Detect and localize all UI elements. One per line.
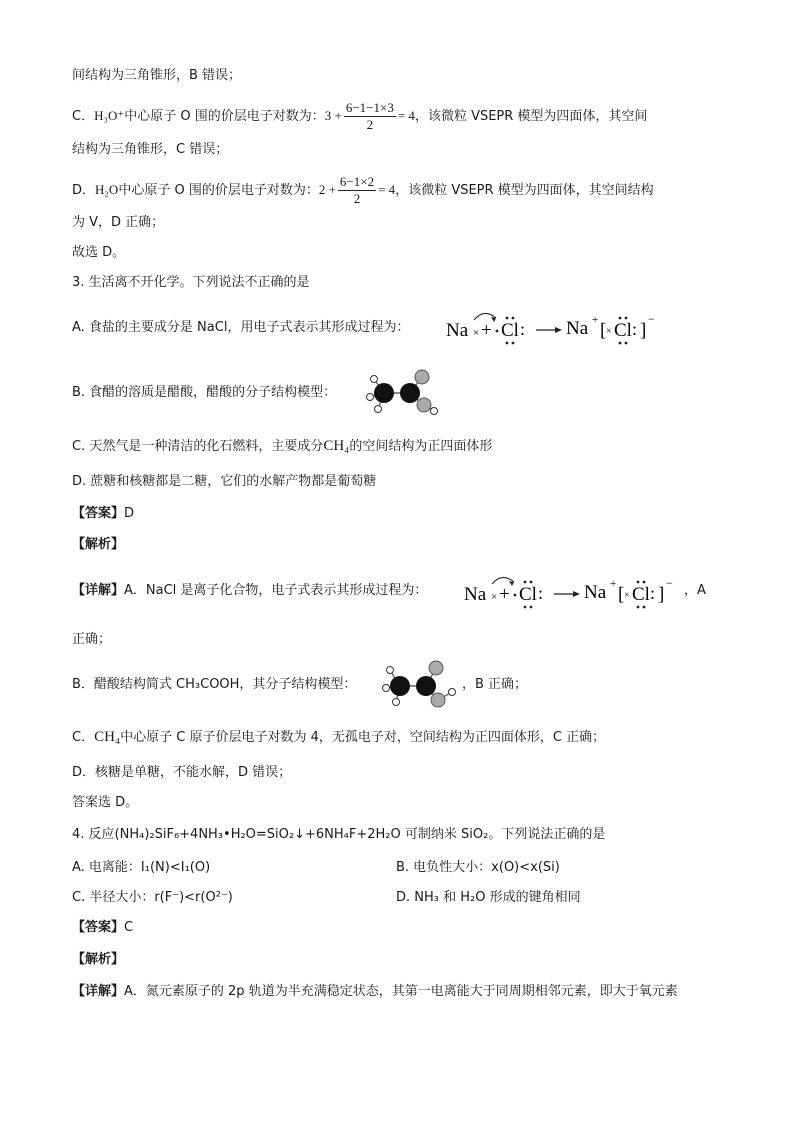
numerator: 6−1×2: [339, 174, 375, 189]
option-b: B. 食醋的溶质是醋酸，醋酸的分子结构模型：: [72, 385, 337, 400]
label: C．: [72, 109, 95, 124]
oxygen-atom: [415, 370, 429, 384]
cl-symbol: Cl: [501, 320, 519, 341]
detail-a: [72, 982, 678, 1002]
answer-value: C: [124, 920, 134, 935]
answer-line: [72, 918, 133, 938]
hydrogen-atom: [387, 667, 394, 674]
electron-dot: [496, 330, 499, 333]
number-2: 2 +: [318, 182, 336, 197]
number-3: 3 +: [324, 108, 342, 123]
na-charge: +: [592, 314, 599, 326]
hydrogen-atom: [431, 408, 438, 415]
electron-dot: [512, 342, 515, 345]
detail-label: 【详解】: [72, 583, 125, 598]
hydrogen-atom: [393, 699, 400, 706]
detail-c: [72, 727, 605, 748]
text: ，A: [684, 583, 706, 598]
hydrogen-atom: [367, 394, 374, 401]
electron-formula-nacl-detail: [462, 570, 682, 614]
left-bracket: [: [618, 584, 625, 605]
detail-b: B．醋酸结构简式 CH₃COOH，其分子结构模型：: [72, 677, 357, 692]
electron-dot: [619, 317, 622, 320]
text: 的空间结构为正四面体形: [349, 439, 493, 454]
species-h3o: H₃O⁺: [94, 108, 125, 123]
equals: = 4: [378, 182, 396, 197]
electron-dot: [514, 594, 517, 597]
electron-dot: [524, 606, 527, 609]
text: A．氮元素原子的 2p 轨道为半充满稳定状态，其第一电离能大于同周期相邻元素，即大于氧元素: [124, 984, 678, 999]
option-b: B. 电负性大小：x(O)<x(Si): [396, 860, 560, 875]
na-ion: Na: [566, 318, 589, 339]
text: ，B 正确；: [462, 677, 528, 692]
text-line: 为 V，D 正确；: [72, 215, 165, 230]
oxygen-atom: [429, 661, 443, 675]
option-d: D. NH₃ 和 H₂O 形成的键角相同: [396, 890, 581, 905]
electron-dot: [506, 342, 509, 345]
cl-charge: −: [648, 312, 655, 326]
detail-label: 【详解】: [72, 984, 125, 999]
electron-dot: [506, 317, 509, 320]
question-4-stem: 4. 反应(NH₄)₂SiF₆+4NH₃•H₂O=SiO₂↓+6NH₄F+2H₂O 可制纳米 SiO₂。下列说法正确的是: [72, 827, 606, 842]
option-d-analysis: [72, 174, 654, 207]
option-a: A. 电离能：I₁(N)<I₁(O): [72, 860, 211, 875]
right-bracket: ]: [658, 584, 665, 605]
electron-dot: [637, 606, 640, 609]
hydrogen-atom: [449, 689, 456, 696]
na-ion: Na: [584, 582, 607, 603]
arrow-head: [555, 327, 562, 333]
text-line: 结构为三角锥形，C 错误；: [72, 142, 229, 157]
hydrogen-atom: [383, 685, 390, 692]
plus-sign: +: [481, 320, 492, 341]
text: A．NaCl 是离子化合物，电子式表示其形成过程为：: [124, 583, 428, 598]
x-electron: ×: [606, 326, 612, 337]
fraction: [338, 174, 376, 207]
option-d: D. 蔗糖和核糖都是二糖，它们的水解产物都是葡萄糖: [72, 474, 377, 489]
arrow-head: [573, 591, 580, 597]
detail-a: [72, 581, 427, 601]
electron-dot: [619, 342, 622, 345]
colon: :: [650, 583, 656, 603]
left-bracket: [: [600, 320, 607, 341]
option-c: C. 半径大小：r(F⁻)<r(O²⁻): [72, 890, 233, 905]
na-symbol: Na: [464, 584, 487, 605]
analysis-label: 【解析】: [72, 952, 125, 967]
electron-dot: [512, 317, 515, 320]
electron-dot: [530, 581, 533, 584]
text: A. 食盐的主要成分是 NaCl，用电子式表示其形成过程为：: [72, 320, 410, 335]
text: 中心原子 C 原子价层电子对数为 4，无孤电子对，空间结构为正四面体形，C 正确；: [120, 730, 606, 745]
answer-line: [72, 504, 134, 524]
na-symbol: Na: [446, 320, 469, 341]
na-charge: +: [610, 578, 617, 590]
text: ，该微粒 VSEPR 模型为四面体，其空间: [414, 109, 648, 124]
x-electron: ×: [473, 327, 480, 339]
electron-dot: [643, 581, 646, 584]
question-3-stem: 3. 生活离不开化学。下列说法不正确的是: [72, 275, 310, 290]
option-c-analysis: [72, 100, 647, 133]
electron-dot: [643, 606, 646, 609]
ch4-formula: CH₄: [94, 729, 121, 745]
electron-dot: [625, 317, 628, 320]
right-bracket: ]: [640, 320, 647, 341]
electron-dot: [625, 342, 628, 345]
cl-ion: Cl: [614, 320, 632, 341]
text: C. 天然气是一种清洁的化石燃料，主要成分: [72, 439, 324, 454]
acetic-acid-model-icon: [378, 658, 458, 710]
denominator: 2: [353, 191, 361, 206]
answer-value: D: [124, 506, 135, 521]
x-electron: ×: [491, 591, 498, 603]
electron-dot: [530, 606, 533, 609]
label: D．: [72, 183, 96, 198]
fraction: [344, 100, 396, 133]
text-line: 答案选 D。: [72, 795, 139, 810]
option-a: [72, 318, 409, 338]
hydrogen-atom: [371, 376, 378, 383]
acetic-acid-model-icon: [362, 365, 442, 417]
text: 中心原子 O 围的价层电子对数为：: [124, 109, 325, 124]
cl-charge: −: [666, 576, 673, 590]
electron-dot: [524, 581, 527, 584]
carbon-atom: [390, 676, 410, 696]
text: 中心原子 O 围的价层电子对数为：: [118, 183, 319, 198]
ch4-formula: CH₄: [323, 438, 350, 454]
electron-formula-nacl: [444, 306, 674, 350]
oxygen-atom: [417, 398, 431, 412]
label: C．: [72, 730, 95, 745]
electron-dot: [637, 581, 640, 584]
colon: :: [632, 319, 638, 339]
numerator: 6−1−1×3: [345, 100, 394, 115]
equals: = 4: [397, 108, 415, 123]
colon: :: [520, 319, 526, 339]
text-line: 故选 D。: [72, 245, 126, 260]
text: ，该微粒 VSEPR 模型为四面体，其空间结构: [395, 183, 654, 198]
colon: :: [538, 583, 544, 603]
analysis-label: 【解析】: [72, 537, 125, 552]
cl-ion: Cl: [632, 584, 650, 605]
plus-sign: +: [499, 584, 510, 605]
text-line: 正确；: [72, 632, 112, 647]
hydrogen-atom: [375, 406, 382, 413]
detail-d: D．核糖是单糖，不能水解，D 错误；: [72, 765, 292, 780]
answer-label: 【答案】: [72, 920, 125, 935]
cl-symbol: Cl: [519, 584, 537, 605]
species-h2o: H₂O: [95, 182, 119, 197]
option-c: [72, 436, 492, 457]
denominator: 2: [366, 117, 374, 132]
x-electron: ×: [624, 590, 630, 601]
carbon-atom: [416, 676, 436, 696]
text-line: 间结构为三角锥形，B 错误；: [72, 68, 242, 83]
oxygen-atom: [431, 693, 445, 707]
carbon-atom: [374, 383, 394, 403]
carbon-atom: [400, 383, 420, 403]
answer-label: 【答案】: [72, 506, 125, 521]
